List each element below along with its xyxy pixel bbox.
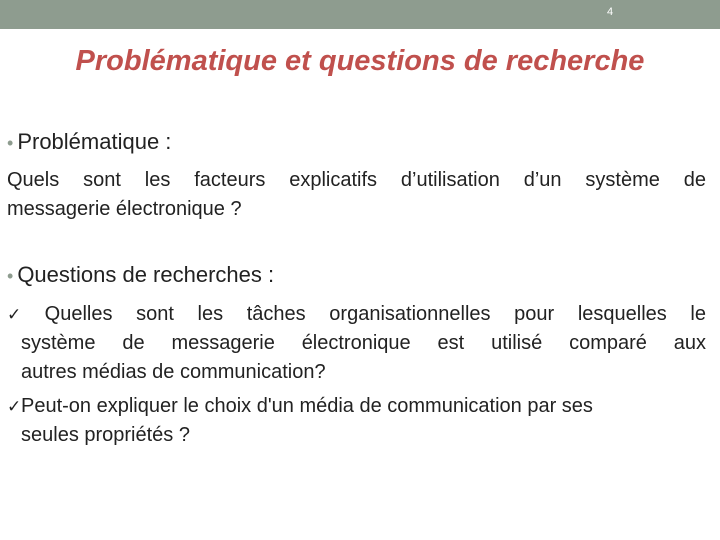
slide-number: 4	[606, 6, 614, 18]
question-line: seules propriétés ?	[21, 424, 190, 446]
section-heading-text: Problématique :	[17, 129, 172, 154]
problematique-line-2: messagerie électronique ?	[7, 198, 242, 220]
bullet-icon: •	[7, 266, 14, 286]
question-line	[7, 392, 706, 421]
section-heading-problematique	[7, 128, 171, 157]
slide-title: Problématique et questions de recherche	[75, 45, 645, 77]
checkmark-icon: ✓	[7, 397, 22, 416]
question-item	[7, 300, 706, 387]
section-heading-text: Questions de recherches :	[17, 262, 275, 287]
question-line	[7, 300, 706, 329]
problematique-line-1: Quels sont les facteurs explicatifs d’utilisation d’un système de	[7, 169, 706, 191]
question-line: autres médias de communication?	[21, 361, 326, 383]
question-text: Peut-on expliquer le choix d'un média de communication par ses	[21, 395, 593, 417]
problematique-text	[7, 166, 706, 224]
question-text: Quelles sont les tâches organisationnelles pour lesquelles le	[44, 303, 706, 325]
question-line: système de messagerie électronique est utilisé comparé aux	[21, 332, 706, 354]
section-heading-questions	[7, 261, 274, 290]
bullet-icon: •	[7, 133, 14, 153]
checkmark-icon: ✓	[7, 305, 22, 324]
question-item	[7, 392, 706, 450]
